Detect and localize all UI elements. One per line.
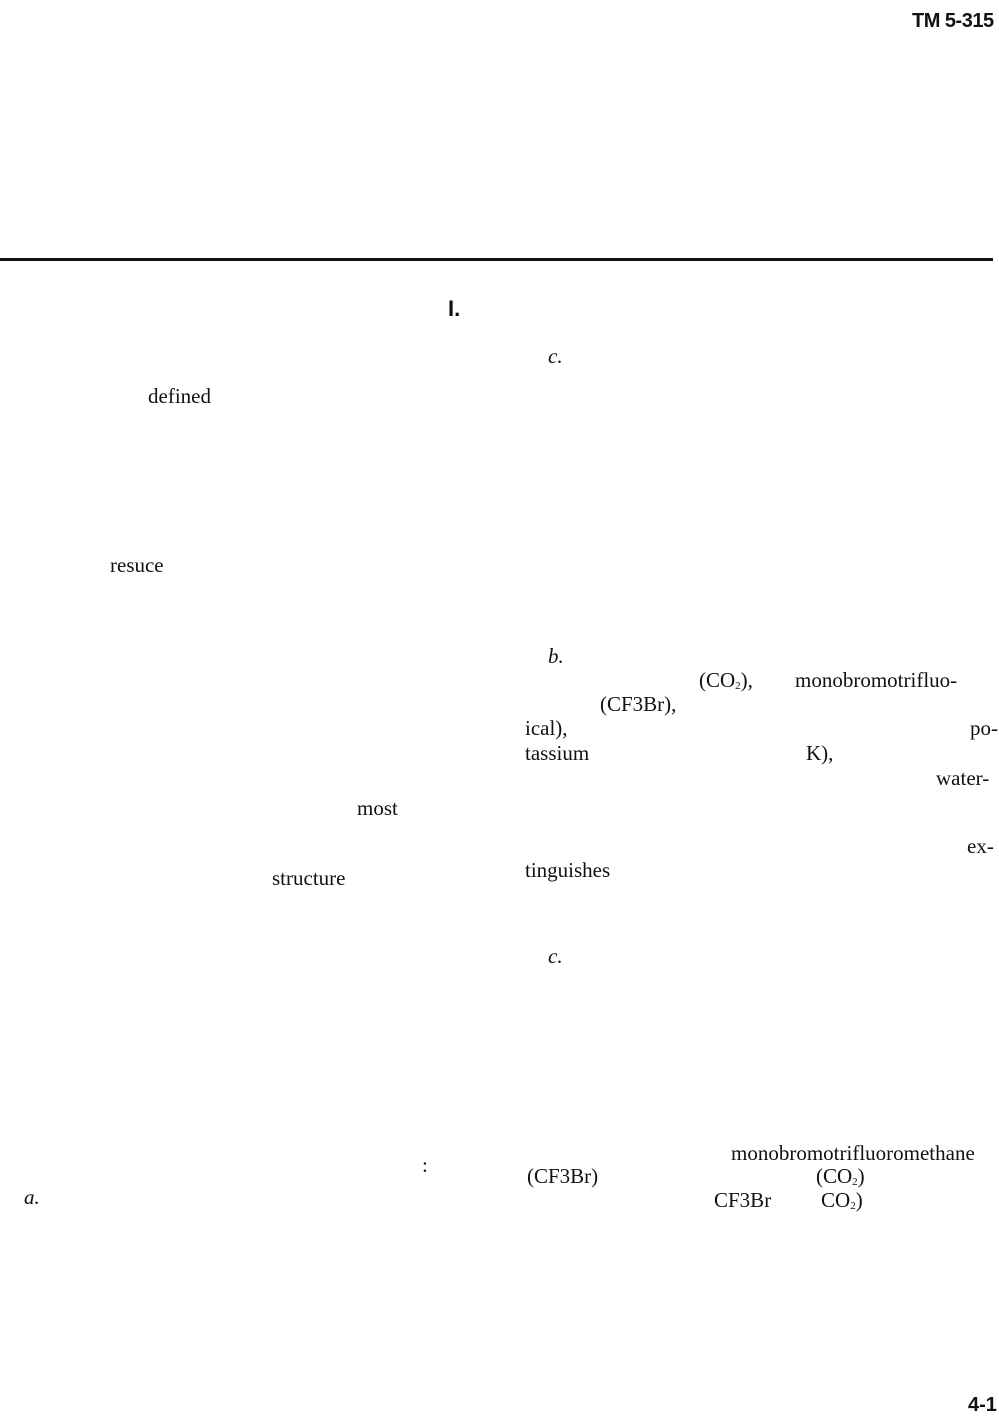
text-fragment-co2: $(CO_2)$, [699, 668, 753, 692]
text-fragment-colon: : [422, 1153, 428, 1177]
header-rule [0, 258, 993, 261]
document-id: TM 5-315 [912, 10, 994, 32]
item-label-c: c. [548, 344, 563, 368]
text-fragment-co2-second: $(CO_2)$ [816, 1164, 865, 1188]
page-number: 4-1 [968, 1394, 997, 1416]
text-fragment-tinguishes: tinguishes [525, 858, 611, 882]
text-fragment-co2-third: $CO_2$) [821, 1188, 863, 1212]
text-fragment-monobromotrifluo: monobromotrifluo- [795, 668, 958, 692]
item-label-a: a. [24, 1185, 40, 1209]
text-fragment-cf3br-third: CF3Br [714, 1188, 772, 1212]
text-fragment-cf3br: (CF3Br), [600, 692, 677, 716]
text-fragment-tassium: tassium [525, 741, 590, 765]
text-fragment-water: water- [936, 766, 990, 790]
text-fragment-po: po- [970, 716, 998, 740]
text-fragment-ical: ical), [525, 716, 568, 740]
text-fragment-ex: ex- [967, 834, 994, 858]
text-fragment-monobromotrifluoromethane: monobromotrifluoromethane [731, 1141, 975, 1165]
text-fragment-resuce: resuce [110, 553, 164, 577]
text-fragment-defined: defined [148, 384, 211, 408]
item-label-c-second: c. [548, 944, 563, 968]
text-fragment-k: K), [806, 741, 834, 765]
text-fragment-structure: structure [272, 866, 346, 890]
text-fragment-cf3br-second: (CF3Br) [527, 1164, 599, 1188]
item-label-b: b. [548, 644, 564, 668]
text-fragment-most: most [357, 796, 398, 820]
page-header [0, 0, 999, 262]
section-mark: I. [448, 296, 461, 321]
